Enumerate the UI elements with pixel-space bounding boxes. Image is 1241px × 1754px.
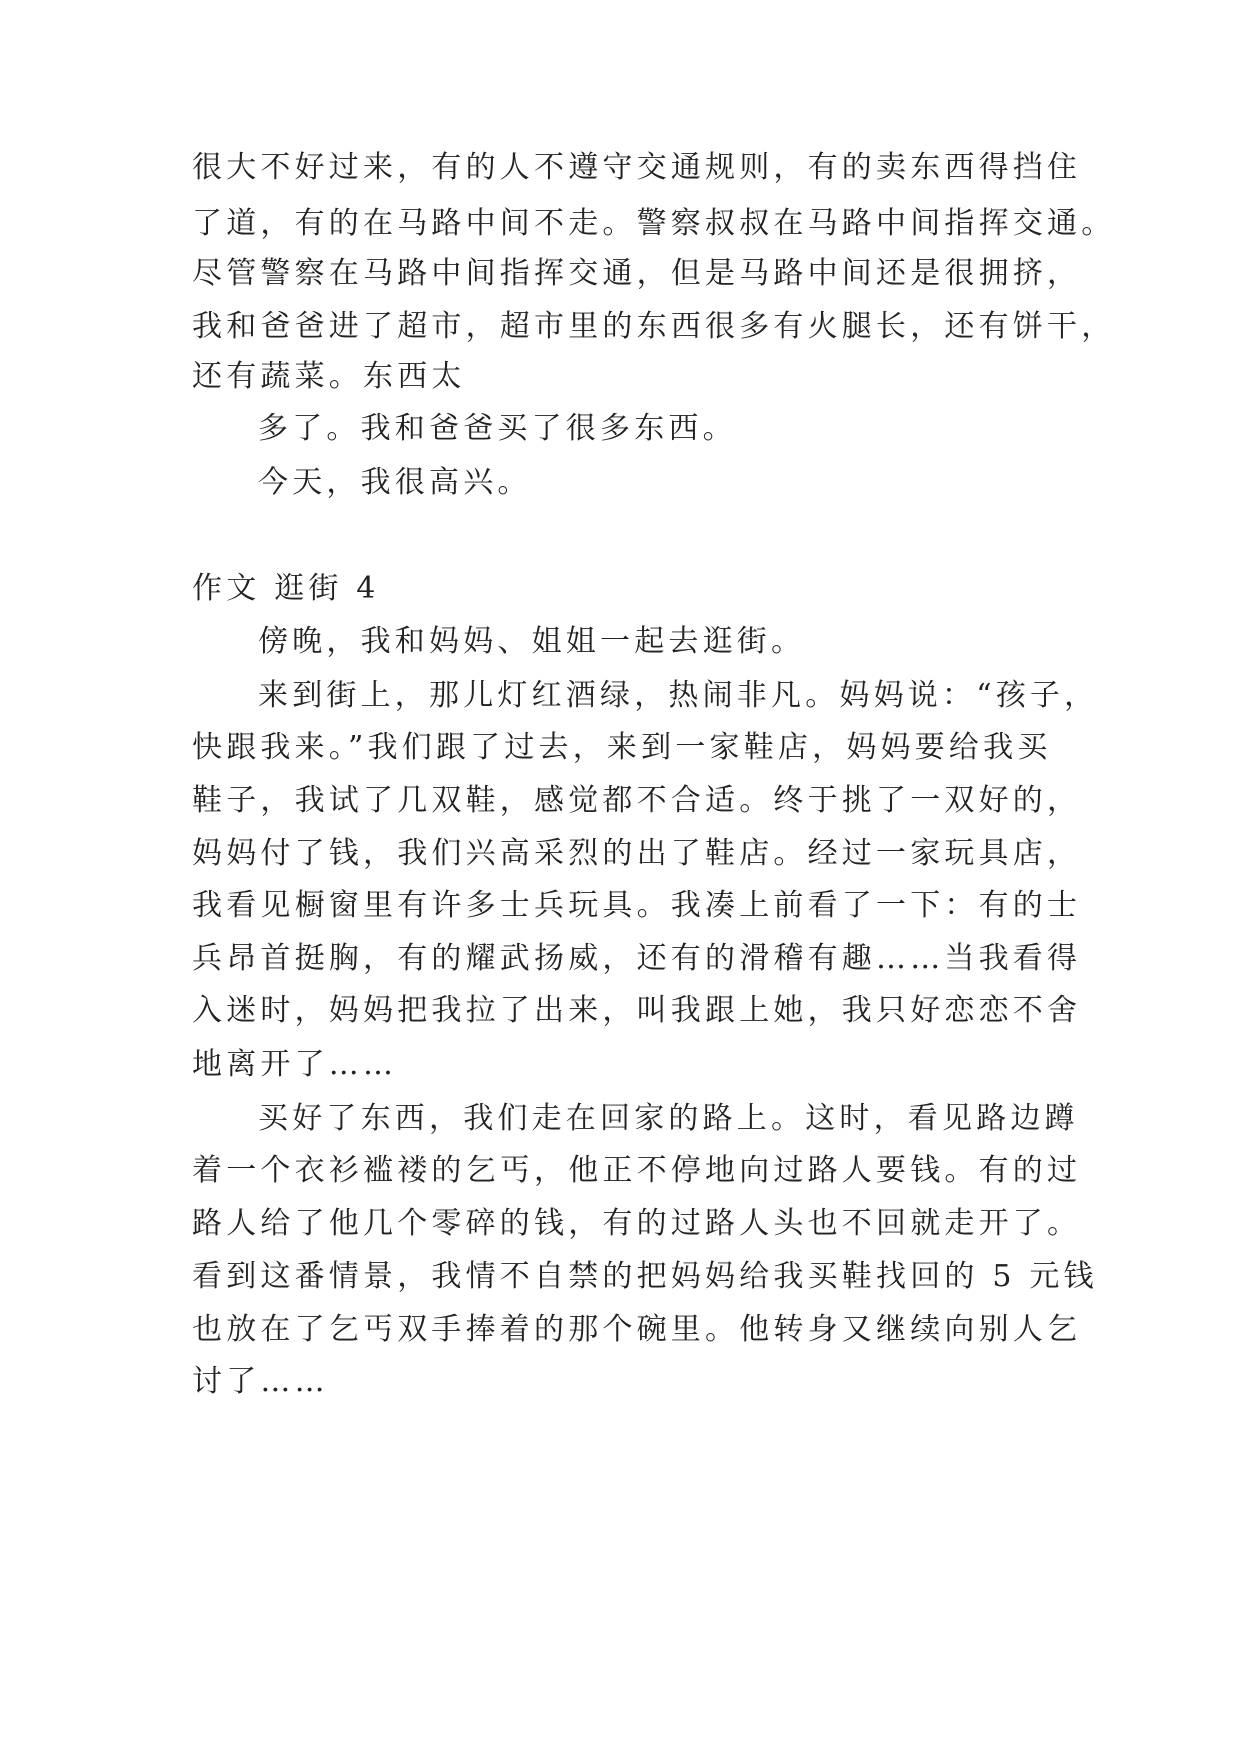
body-line: 兵昂首挺胸，有的耀武扬威，还有的滑稽有趣……当我看得 [192, 941, 1082, 976]
body-line: 妈妈付了钱，我们兴高采烈的出了鞋店。经过一家玩具店， [192, 836, 1082, 871]
paragraph-first-line: 傍晚，我和妈妈、姐姐一起去逛街。 [258, 624, 806, 659]
essay-title: 作文 逛街 4 [192, 571, 380, 606]
body-line: 快跟我来。”我们跟了过去，来到一家鞋店，妈妈要给我买 [192, 730, 1052, 765]
body-line: 路人给了他几个零碎的钱，有的过路人头也不回就走开了。 [192, 1206, 1082, 1241]
body-line: 看到这番情景，我情不自禁的把妈妈给我买鞋找回的 5 元钱 [192, 1259, 1098, 1294]
paragraph-first-line: 今天，我很高兴。 [258, 465, 532, 500]
body-line: 讨了…… [192, 1364, 329, 1399]
body-line: 还有蔬菜。东西太 [192, 359, 466, 394]
body-line: 我看见橱窗里有许多士兵玩具。我凑上前看了一下：有的士 [192, 888, 1082, 923]
body-line: 了道，有的在马路中间不走。警察叔叔在马路中间指挥交通。 [192, 206, 1116, 241]
paragraph-first-line: 来到街上，那儿灯红酒绿，热闹非凡。妈妈说：“孩子， [258, 678, 1099, 713]
body-line: 着一个衣衫褴褛的乞丐，他正不停地向过路人要钱。有的过 [192, 1153, 1082, 1188]
body-line: 很大不好过来，有的人不遵守交通规则，有的卖东西得挡住 [192, 150, 1082, 185]
paragraph-first-line: 买好了东西，我们走在回家的路上。这时，看见路边蹲 [258, 1101, 1079, 1136]
body-line: 入迷时，妈妈把我拉了出来，叫我跟上她，我只好恋恋不舍 [192, 993, 1082, 1028]
body-line: 鞋子，我试了几双鞋，感觉都不合适。终于挑了一双好的， [192, 783, 1082, 818]
body-line: 尽管警察在马路中间指挥交通，但是马路中间还是很拥挤， [192, 256, 1082, 291]
body-line: 我和爸爸进了超市，超市里的东西很多有火腿长，还有饼干， [192, 309, 1116, 344]
paragraph-first-line: 多了。我和爸爸买了很多东西。 [258, 411, 737, 446]
body-line: 也放在了乞丐双手捧着的那个碗里。他转身又继续向别人乞 [192, 1312, 1082, 1347]
body-line: 地离开了…… [192, 1047, 398, 1082]
